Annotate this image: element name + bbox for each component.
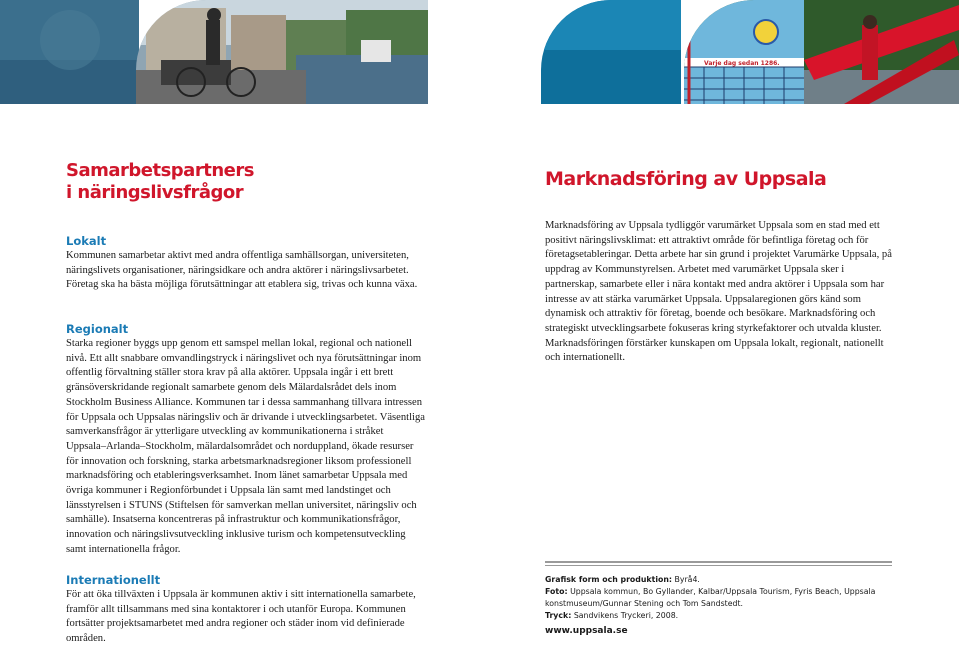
section-internationellt [66, 573, 426, 647]
page-title-right: Marknadsföring av Uppsala [545, 168, 827, 190]
section-text: Starka regioner byggs upp genom ett samspel mellan lokal, regional och nationell nivå. Ett allt snabbare omvandlingstryck i näringslivet och nya förutsättningar inom offentlig förvaltning ställer stora krav på alla aktörer. Uppsala ingår i ett brett gränsöverskridande regionalt samarbete genom dels Mälardalsrådet dels inom Stockholm Business Alliance. Kommunen tar i dessa sammanhang tillvara intressen för Uppsala och Uppsalas näringsliv och är drivande i utvecklingsarbetet. Väsentliga samverkansfrågor är ytterligare utveckling av kommunikationerna i stråket Uppsala–Arlanda–Stockholm, mälardalsområdet och norduppland, ökade resurser för innovation och forskning, starka arbetsmarknadsregioner liksom professionell marknadsföring och etableringsverksamhet. Inom länet samarbetar Uppsala med övriga kommuner i Regionförbundet i Uppsala län samt med landstinget och länsstyrelsen i STUNS (Stiftelsen för samverkan mellan universitet, näringsliv och samhälle). Insatserna koncentreras på infrastruktur och kommunikationsfrågor, innovation och näringslivsutveckling inklusive turism och kompetensutveckling samt internationella frågor. [66, 338, 426, 555]
section-text: Kommunen samarbetar aktivt med andra offentliga samhällsorgan, universiteten, näringslivets organisationer, näringsidkare och andra aktörer i näringslivsarbetet. Företag ska ha bästa möjliga förutsättningar att etablera sig, trivas och kunna växa. [66, 250, 418, 291]
banner-text: Varje dag sedan 1286. [704, 60, 780, 67]
title-line-2: i näringslivsfrågor [66, 182, 244, 203]
credit-design-label: Grafisk form och produktion: [545, 575, 673, 584]
page-title-left [66, 160, 254, 204]
section-text: För att öka tillväxten i Uppsala är kommunen aktiv i sitt internationella samarbete, framför allt tillsammans med sina kontaktorer i och utanför Europa. Kommunen fortsätter projektsamarbetet med andra regioner och städer inom vid definierade områden. [66, 589, 416, 645]
credit-photo-label: Foto: [545, 587, 568, 596]
photo-riverside-street [136, 0, 428, 104]
credit-print-value: Sandvikens Tryckeri, 2008. [573, 611, 679, 620]
section-heading: Internationellt [66, 573, 161, 587]
photo-cyclist [0, 0, 139, 104]
credit-photo-value: Uppsala kommun, Bo Gyllander, Kalbar/Uppsala Tourism, Fyris Beach, Uppsala konstmuseum/Gunnar Stening och Tom Sandstedt. [545, 587, 876, 608]
divider [545, 565, 892, 566]
section-regionalt [66, 322, 426, 558]
credit-print [545, 610, 895, 622]
section-lokalt [66, 234, 426, 293]
credit-print-label: Tryck: [545, 611, 572, 620]
section-heading: Lokalt [66, 234, 107, 248]
photo-volleyball-and-red-cloth [684, 0, 959, 104]
credits [545, 574, 895, 622]
website-link[interactable]: www.uppsala.se [545, 626, 628, 636]
credit-photo [545, 586, 895, 610]
photo-beach-volleyball [541, 0, 681, 104]
marketing-paragraph: Marknadsföring av Uppsala tydliggör varumärket Uppsala som en stad med ett positivt näringslivsklimat: ett attraktivt område för befintliga företag och för företagsetableringar. Detta arbete har sin grund i projektet Varumärke Uppsala, på uppdrag av Kommunstyrelsen. Arbetet med varumärket Uppsala sker i partnerskap, samarbete eller i nära kontakt med andra aktörer i Uppsala som har intresse av att stärka varumärket Uppsala. Uppsalaregionen görs känd som dynamisk och attraktiv för företag, boende och besökare. Marknadsföring och strategiskt utvecklingsarbete fokuseras kring styrkefaktorer och utvalda kluster. Marknadsföringen förstärker kunskapen om Uppsala lokalt, regionalt, nationellt och internationellt. [545, 220, 892, 364]
section-heading: Regionalt [66, 322, 129, 336]
credit-design-value: Byrå4. [674, 575, 700, 584]
credit-design [545, 574, 895, 586]
title-line-1: Samarbetspartners [66, 160, 254, 181]
divider [545, 561, 892, 563]
marketing-text [545, 219, 895, 366]
